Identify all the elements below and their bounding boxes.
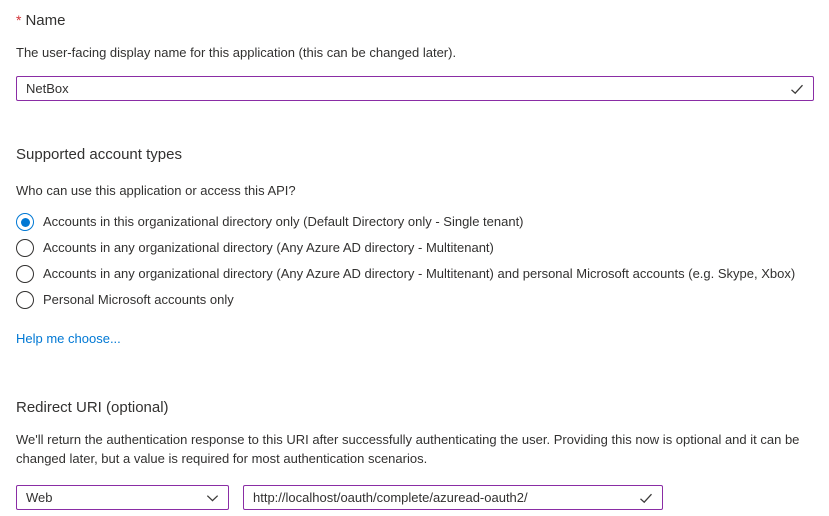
account-types-title: Supported account types xyxy=(16,146,182,163)
chevron-down-icon xyxy=(205,490,220,505)
account-type-option-single-tenant[interactable] xyxy=(16,209,814,235)
account-type-option-multitenant-personal[interactable] xyxy=(16,261,814,287)
platform-select-value: Web xyxy=(26,490,53,505)
redirect-uri-input[interactable] xyxy=(244,486,662,509)
account-types-question: Who can use this application or access this API? xyxy=(16,183,296,198)
platform-select[interactable] xyxy=(16,485,229,510)
radio-button[interactable] xyxy=(16,291,34,309)
redirect-uri-field-container xyxy=(243,485,663,510)
name-section-title-text: Name xyxy=(25,12,66,29)
radio-button[interactable] xyxy=(16,213,34,231)
redirect-uri-description: We'll return the authentication response to this URI after successfully authenticating the user. Providing this now is optional and it can be changed later, but a value is required for most authentication scenarios. xyxy=(16,432,800,466)
radio-label: Personal Microsoft accounts only xyxy=(43,292,234,307)
name-section-title xyxy=(16,10,814,31)
name-description: The user-facing display name for this application (this can be changed later). xyxy=(16,45,457,60)
required-asterisk: * xyxy=(16,12,22,28)
name-input[interactable] xyxy=(17,77,813,100)
help-me-choose-link[interactable]: Help me choose... xyxy=(16,331,121,346)
redirect-uri-title: Redirect URI (optional) xyxy=(16,399,169,416)
radio-label: Accounts in any organizational directory (Any Azure AD directory - Multitenant) and personal Microsoft accounts (e.g. Skype, Xbox) xyxy=(43,266,796,281)
redirect-uri-row xyxy=(16,485,814,510)
radio-button[interactable] xyxy=(16,265,34,283)
account-type-option-personal-only[interactable] xyxy=(16,287,814,313)
radio-label: Accounts in this organizational directory only (Default Directory only - Single tenant) xyxy=(43,214,524,229)
account-type-option-multitenant[interactable] xyxy=(16,235,814,261)
name-field-container xyxy=(16,76,814,101)
radio-button[interactable] xyxy=(16,239,34,257)
account-types-radio-group xyxy=(16,209,814,313)
radio-label: Accounts in any organizational directory (Any Azure AD directory - Multitenant) xyxy=(43,240,494,255)
